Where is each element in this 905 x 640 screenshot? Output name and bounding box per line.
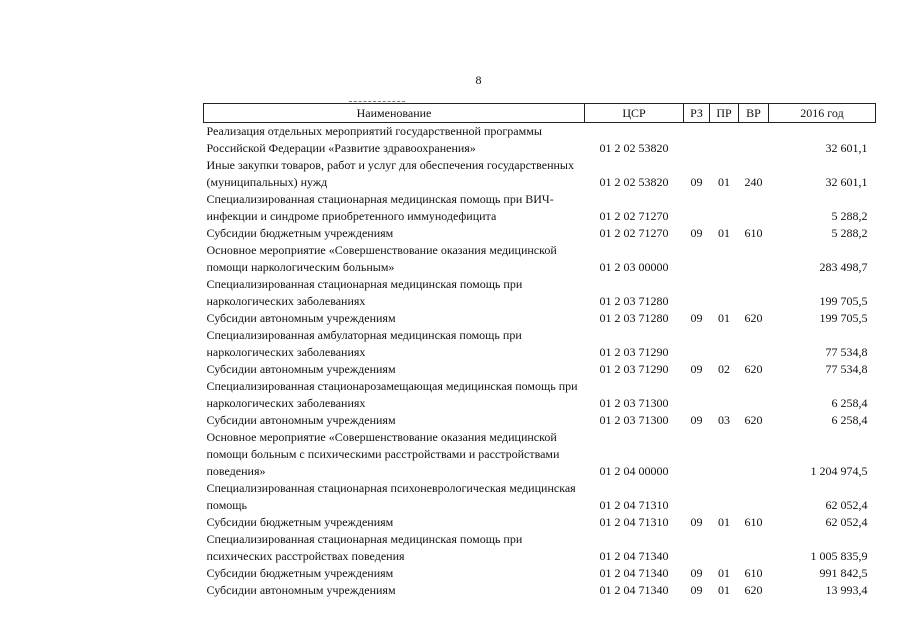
row-pr: 01 xyxy=(718,583,730,597)
row-rz xyxy=(684,480,710,514)
row-pr xyxy=(710,327,739,361)
budget-table xyxy=(203,103,876,599)
row-amount: 991 842,5 xyxy=(819,566,868,580)
row-amount: 62 052,4 xyxy=(825,498,868,512)
row-name: Реализация отдельных мероприятий государственной программы Российской Федерации «Развитие здравоохранения» xyxy=(206,124,542,155)
row-csr: 01 2 02 71270 xyxy=(599,226,669,240)
row-csr: 01 2 03 71280 xyxy=(599,294,669,308)
row-vr: 620 xyxy=(744,311,763,325)
row-vr xyxy=(739,276,769,310)
row-csr: 01 2 03 71300 xyxy=(599,396,669,410)
row-csr: 01 2 02 53820 xyxy=(599,141,669,155)
row-rz: 09 xyxy=(690,311,703,325)
row-rz xyxy=(684,378,710,412)
header-year: 2016 год xyxy=(769,104,876,123)
row-csr: 01 2 04 71340 xyxy=(599,566,669,580)
table-row xyxy=(204,157,876,191)
row-rz: 09 xyxy=(690,175,703,189)
table-row xyxy=(204,480,876,514)
row-vr: 610 xyxy=(744,226,763,240)
table-row xyxy=(204,412,876,429)
row-csr: 01 2 02 71270 xyxy=(599,209,669,223)
row-rz xyxy=(684,531,710,565)
row-name: Субсидии автономным учреждениям xyxy=(206,413,396,427)
row-csr: 01 2 03 71280 xyxy=(599,311,669,325)
row-amount: 6 258,4 xyxy=(831,413,868,427)
row-pr xyxy=(710,191,739,225)
row-pr: 01 xyxy=(718,311,730,325)
table-row xyxy=(204,531,876,565)
header-name: Наименование xyxy=(204,104,585,123)
row-rz xyxy=(684,276,710,310)
row-pr: 01 xyxy=(718,566,730,580)
row-rz: 09 xyxy=(690,515,703,529)
row-name: Основное мероприятие «Совершенствование оказания медицинской помощи наркологическим больным» xyxy=(206,243,557,274)
row-csr: 01 2 03 71300 xyxy=(599,413,669,427)
row-rz: 09 xyxy=(690,566,703,580)
row-vr: 610 xyxy=(744,566,763,580)
row-amount: 77 534,8 xyxy=(825,362,868,376)
row-vr xyxy=(739,429,769,480)
row-csr: 01 2 04 71340 xyxy=(599,583,669,597)
row-pr xyxy=(710,242,739,276)
row-amount: 5 288,2 xyxy=(831,209,868,223)
table-row xyxy=(204,429,876,480)
row-rz xyxy=(684,123,710,158)
row-rz: 09 xyxy=(690,226,703,240)
row-name: Специализированная стационарная медицинская помощь при ВИЧ-инфекции и синдроме приобретенного иммунодефицита xyxy=(206,192,554,223)
table-row xyxy=(204,276,876,310)
table-row xyxy=(204,361,876,378)
row-vr xyxy=(739,531,769,565)
row-pr: 02 xyxy=(718,362,730,376)
row-rz xyxy=(684,242,710,276)
table-header-row xyxy=(204,104,876,123)
row-name: Специализированная амбулаторная медицинская помощь при наркологических заболеваниях xyxy=(206,328,522,359)
row-rz xyxy=(684,429,710,480)
row-vr xyxy=(739,378,769,412)
row-amount: 6 258,4 xyxy=(831,396,868,410)
row-amount: 1 204 974,5 xyxy=(810,464,868,478)
row-name: Специализированная стационарная психоневрологическая медицинская помощь xyxy=(206,481,576,512)
table-row xyxy=(204,242,876,276)
header-dash-line xyxy=(349,101,405,102)
row-rz: 09 xyxy=(690,362,703,376)
row-rz: 09 xyxy=(690,413,703,427)
row-vr: 620 xyxy=(744,413,763,427)
table-row xyxy=(204,378,876,412)
row-rz xyxy=(684,327,710,361)
row-vr xyxy=(739,327,769,361)
row-amount: 77 534,8 xyxy=(825,345,868,359)
row-name: Субсидии автономным учреждениям xyxy=(206,583,396,597)
row-pr: 01 xyxy=(718,515,730,529)
row-rz: 09 xyxy=(690,583,703,597)
row-pr: 01 xyxy=(718,175,730,189)
row-csr: 01 2 04 00000 xyxy=(599,464,669,478)
row-csr: 01 2 04 71340 xyxy=(599,549,669,563)
header-pr: ПР xyxy=(710,104,739,123)
row-amount: 1 005 835,9 xyxy=(810,549,868,563)
row-rz xyxy=(684,191,710,225)
row-csr: 01 2 03 71290 xyxy=(599,345,669,359)
row-pr: 01 xyxy=(718,226,730,240)
table-row xyxy=(204,514,876,531)
table-row xyxy=(204,310,876,327)
row-pr xyxy=(710,480,739,514)
row-name: Субсидии бюджетным учреждениям xyxy=(206,566,394,580)
row-vr xyxy=(739,191,769,225)
table-row xyxy=(204,225,876,242)
row-amount: 283 498,7 xyxy=(819,260,868,274)
row-amount: 199 705,5 xyxy=(819,311,868,325)
row-csr: 01 2 04 71310 xyxy=(599,498,669,512)
row-vr: 610 xyxy=(744,515,763,529)
table-row xyxy=(204,191,876,225)
row-amount: 32 601,1 xyxy=(825,175,868,189)
row-vr: 240 xyxy=(744,175,763,189)
row-name: Специализированная стационарная медицинская помощь при наркологических заболеваниях xyxy=(206,277,523,308)
row-vr xyxy=(739,242,769,276)
table-row xyxy=(204,327,876,361)
row-name: Субсидии бюджетным учреждениям xyxy=(206,226,394,240)
row-amount: 5 288,2 xyxy=(831,226,868,240)
row-csr: 01 2 04 71310 xyxy=(599,515,669,529)
table-row xyxy=(204,582,876,599)
table-body xyxy=(204,123,876,600)
row-name: Специализированная стационарная медицинская помощь при психических расстройствах поведения xyxy=(206,532,523,563)
table-row xyxy=(204,123,876,158)
header-rz: РЗ xyxy=(684,104,710,123)
row-csr: 01 2 03 00000 xyxy=(599,260,669,274)
row-pr: 03 xyxy=(718,413,730,427)
row-name: Иные закупки товаров, работ и услуг для обеспечения государственных (муниципальных) нужд xyxy=(206,158,574,189)
row-amount: 199 705,5 xyxy=(819,294,868,308)
row-name: Субсидии автономным учреждениям xyxy=(206,362,396,376)
row-pr xyxy=(710,123,739,158)
row-csr: 01 2 02 53820 xyxy=(599,175,669,189)
row-pr xyxy=(710,429,739,480)
header-csr: ЦСР xyxy=(585,104,684,123)
row-vr xyxy=(739,123,769,158)
row-pr xyxy=(710,276,739,310)
row-csr: 01 2 03 71290 xyxy=(599,362,669,376)
row-name: Субсидии бюджетным учреждениям xyxy=(206,515,394,529)
row-amount: 13 993,4 xyxy=(825,583,868,597)
row-vr: 620 xyxy=(744,583,763,597)
page-number: 8 xyxy=(475,73,482,87)
row-vr xyxy=(739,480,769,514)
row-name: Специализированная стационарозамещающая медицинская помощь при наркологических заболеваниях xyxy=(206,379,578,410)
header-vr: ВР xyxy=(739,104,769,123)
row-amount: 32 601,1 xyxy=(825,141,868,155)
table-row xyxy=(204,565,876,582)
row-pr xyxy=(710,378,739,412)
row-vr: 620 xyxy=(744,362,763,376)
row-amount: 62 052,4 xyxy=(825,515,868,529)
row-name: Основное мероприятие «Совершенствование оказания медицинской помощи больным с психическими расстройствами и расстройствами поведения» xyxy=(206,430,560,478)
row-pr xyxy=(710,531,739,565)
row-name: Субсидии автономным учреждениям xyxy=(206,311,396,325)
